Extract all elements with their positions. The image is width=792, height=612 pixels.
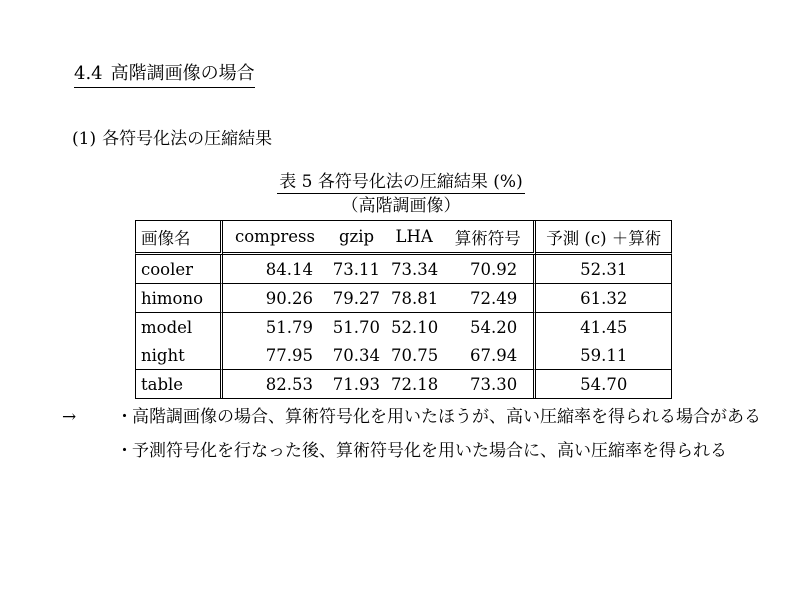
table-cell: 70.75	[386, 341, 442, 370]
table-cell: 71.93	[332, 374, 380, 394]
table-cell: 77.95	[223, 341, 327, 370]
table-cell: 59.11	[536, 341, 672, 370]
table-row	[135, 341, 672, 370]
table-cell: 54.70	[536, 370, 672, 398]
table-cell: himono	[135, 284, 223, 313]
table-cell: model	[135, 313, 223, 341]
table-cell: 41.45	[536, 313, 672, 341]
table-cell: 72.18	[391, 374, 439, 394]
table-cell: 54.20	[442, 313, 536, 341]
table-cell: night	[135, 341, 223, 370]
conclusion-item	[116, 438, 762, 464]
table-caption-title: 表 5 各符号化法の圧縮結果 (%)	[279, 172, 523, 192]
table-cell: 78.81	[386, 284, 442, 313]
table-cell: cooler	[135, 255, 223, 284]
table-cell: 61.32	[536, 284, 672, 313]
subsection-heading	[72, 127, 272, 151]
section-title: 高階調画像の場合	[110, 63, 255, 84]
table-row	[135, 255, 672, 284]
table-caption	[0, 171, 792, 217]
table-cell: 73.30	[442, 370, 536, 398]
table-cell: 67.94	[442, 341, 536, 370]
compression-results-table	[135, 220, 672, 399]
conclusion-text: 予測符号化を行なった後、算術符号化を用いた場合に、高い圧縮率を得られる	[132, 441, 727, 461]
table-cell: 90.26	[223, 284, 327, 313]
table-cell: 52.10	[391, 317, 439, 337]
table-cell: 72.49	[442, 284, 536, 313]
column-header-arithmetic: 算術符号	[442, 221, 536, 255]
table-row	[135, 313, 672, 341]
column-header-lha: LHA	[386, 221, 442, 255]
table-cell: 73.11	[327, 255, 386, 284]
table-row	[135, 370, 672, 398]
section-number: 4.4	[74, 63, 103, 84]
table-cell: table	[135, 370, 223, 398]
right-arrow-icon: →	[62, 407, 77, 427]
table-cell: 79.27	[327, 284, 386, 313]
section-heading	[74, 62, 255, 88]
subsection-number: (1)	[72, 129, 97, 149]
table-cell: 82.53	[265, 374, 313, 394]
table-header-row	[135, 221, 672, 255]
subsection-title: 各符号化法の圧縮結果	[102, 129, 273, 149]
column-header-gzip: gzip	[327, 221, 386, 255]
column-header-prediction-arithmetic: 予測 (c) ＋算術	[536, 221, 672, 255]
table-cell: 52.31	[536, 255, 672, 284]
column-header-compress: compress	[223, 221, 327, 255]
table-cell: 51.79	[265, 317, 313, 337]
table-cell: 70.92	[442, 255, 536, 284]
table-cell: 84.14	[223, 255, 327, 284]
conclusions	[62, 404, 762, 464]
table-cell: 70.34	[327, 341, 386, 370]
bullet-icon: ・	[116, 441, 133, 461]
table-cell: 73.34	[386, 255, 442, 284]
conclusion-item	[116, 404, 762, 430]
table-caption-subtitle: （高階調画像）	[341, 196, 461, 216]
table-cell: 51.70	[332, 317, 380, 337]
column-header-image-name: 画像名	[135, 221, 223, 255]
conclusion-text: 高階調画像の場合、算術符号化を用いたほうが、高い圧縮率を得られる場合がある	[132, 407, 761, 427]
bullet-icon: ・	[116, 407, 133, 427]
table-row	[135, 284, 672, 313]
